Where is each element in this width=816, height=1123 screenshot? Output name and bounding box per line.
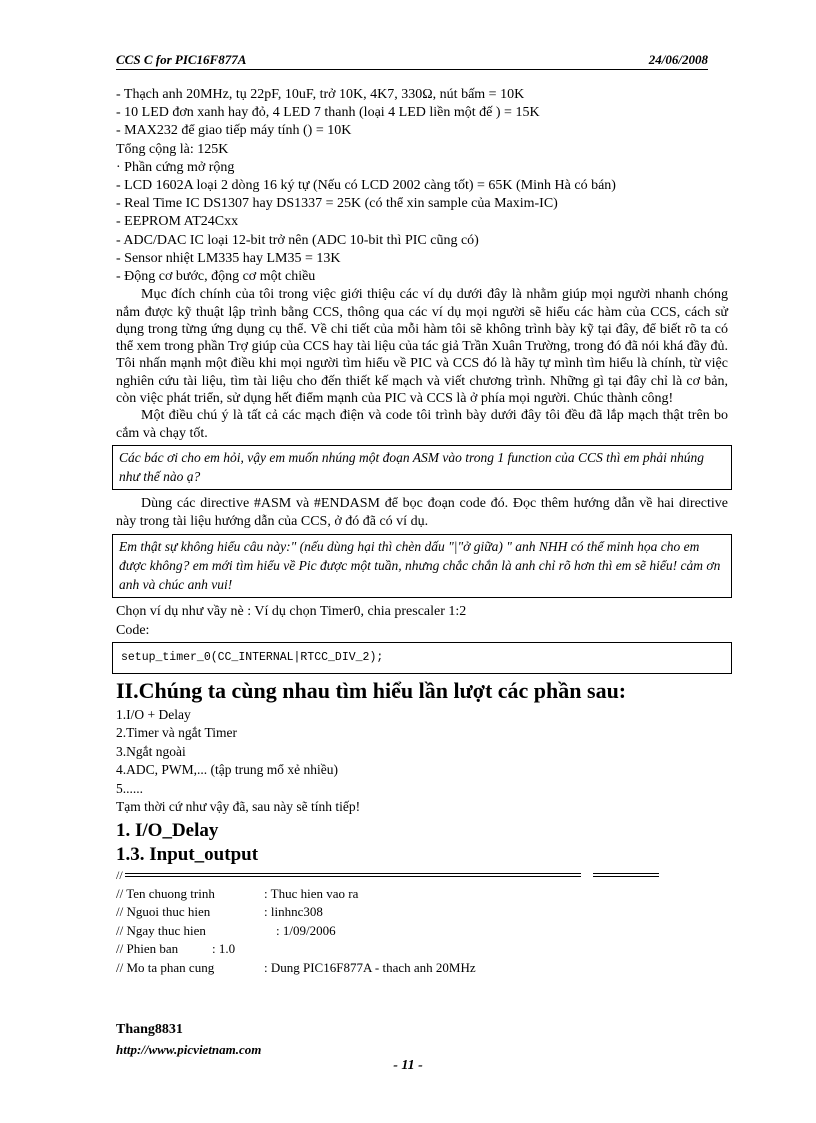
info-row xyxy=(116,940,728,959)
parts-list xyxy=(116,86,728,286)
list-item: - ADC/DAC IC loại 12-bit trở nên (ADC 10-bit thì PIC cũng có) xyxy=(116,232,479,248)
section-list xyxy=(116,706,728,817)
heading-io-delay: 1. I/O_Delay xyxy=(116,819,219,841)
page-content xyxy=(116,86,728,977)
list-item: 5...... xyxy=(116,780,143,796)
info-key: // Mo ta phan cung xyxy=(116,959,215,975)
footer-url[interactable]: http://www.picvietnam.com xyxy=(116,1042,262,1057)
page-footer xyxy=(116,1020,261,1060)
list-item: 2.Timer và ngắt Timer xyxy=(116,725,238,741)
info-value: : 1.0 xyxy=(212,941,236,957)
list-item: · Phần cứng mở rộng xyxy=(116,159,235,175)
closing-line: Tạm thời cứ như vậy đã, sau này sẽ tính tiếp! xyxy=(116,799,361,815)
page-header xyxy=(116,52,708,70)
info-key: // Nguoi thuc hien xyxy=(116,904,211,920)
list-item: Tổng cộng là: 125K xyxy=(116,141,229,157)
heading-input-output: 1.3. Input_output xyxy=(116,843,259,865)
info-row xyxy=(116,903,728,922)
header-date: 24/06/2008 xyxy=(648,52,708,67)
divider-lead: // xyxy=(116,867,123,882)
info-key: // Ngay thuc hien xyxy=(116,922,206,938)
page-number: - 11 - xyxy=(393,1058,423,1073)
list-item: - EEPROM AT24Cxx xyxy=(116,214,239,230)
list-item: 3.Ngắt ngoài xyxy=(116,743,186,759)
info-value: : 1/09/2006 xyxy=(276,922,336,938)
divider-rule xyxy=(593,873,659,877)
info-value: : Thuc hien vao ra xyxy=(264,885,359,901)
question-box: Các bác ơi cho em hỏi, vậy em muốn nhúng một đoạn ASM vào trong 1 function của CCS thì em phải nhúng như thế nào ạ? xyxy=(112,445,732,490)
answer-paragraph: Dùng các directive #ASM và #ENDASM để bọc đoạn code đó. Đọc thêm hướng dẫn về hai directive này trong tài liệu hướng dẫn của CCS, ở đó đã có ví dụ. xyxy=(116,495,728,530)
list-item: - LCD 1602A loại 2 dòng 16 ký tự (Nếu có LCD 2002 càng tốt) = 65K (Minh Hà có bán) xyxy=(116,178,616,194)
header-rule xyxy=(116,69,708,70)
info-row xyxy=(116,885,728,904)
program-info xyxy=(116,885,728,978)
list-item: - MAX232 để giao tiếp máy tính () = 10K xyxy=(116,123,352,139)
list-item: - Sensor nhiệt LM335 hay LM35 = 13K xyxy=(116,250,341,266)
note-paragraph: Một điều chú ý là tất cả các mạch điện và code tôi trình bày dưới đây tôi đều đã lắp mạch thật trên bo cắm và chạy tốt. xyxy=(116,408,728,441)
header-title: CCS C for PIC16F877A xyxy=(116,52,247,67)
list-item: - Real Time IC DS1307 hay DS1337 = 25K (có thể xin sample của Maxim-IC) xyxy=(116,196,558,212)
code-label: Code: xyxy=(116,622,150,638)
info-row xyxy=(116,922,728,941)
list-item: 4.ADC, PWM,... (tập trung mổ xẻ nhiều) xyxy=(116,762,338,778)
info-key: // Ten chuong trinh xyxy=(116,885,215,901)
footer-author: Thang8831 xyxy=(116,1022,183,1037)
list-item: - Động cơ bước, động cơ một chiều xyxy=(116,269,316,285)
code-block: setup_timer_0(CC_INTERNAL|RTCC_DIV_2); xyxy=(112,642,732,674)
info-key: // Phien ban xyxy=(116,941,179,957)
list-item: 1.I/O + Delay xyxy=(116,706,191,722)
divider-rule xyxy=(125,873,581,877)
intro-paragraph: Mục đích chính của tôi trong việc giới thiệu các ví dụ dưới đây là nhằm giúp mọi người nhanh chóng nắm được kỹ thuật lập trình bằng CCS, thông qua các ví dụ mọi người sẽ hiểu các hàm của CCS, cách sử dụng trong từng ứng dụng cụ thể. Về chi tiết của mỗi hàm tôi sẽ không trình bày kỹ tại đây, để biết rõ ta có thể xem trong phần Trợ giúp của CCS hay tài liệu của tác giả Trần Xuân Trường, trong đó đã nói khá đầy đủ. Tôi nhấn mạnh một điều khi mọi người tìm hiểu về PIC và CCS đó là hãy tự mình tìm hiểu là chính, từ việc nghiên cứu tài liệu, tìm tài liệu cho đến thiết kế mạch và viết chương trình. Những gì tại đây chỉ là cơ bản, còn việc phát triển, sử dụng hết điểm mạnh của PIC và CCS là ở phía mọi người. Chúc thành công! xyxy=(116,287,728,407)
comment-divider xyxy=(116,869,728,881)
list-item: - Thạch anh 20MHz, tụ 22pF, 10uF, trở 10K, 4K7, 330Ω, nút bấm = 10K xyxy=(116,87,525,102)
question-box: Em thật sự không hiểu câu này:" (nếu dùng hại thì chèn dấu "|"ở giữa) " anh NHH có thể minh họa cho em được không? em mới tìm hiểu về Pic được một tuần, nhưng chắc chắn là anh chỉ rõ hơn thì em sẽ hiểu! cảm ơn anh và chúc anh vui! xyxy=(112,534,732,598)
info-value: : linhnc308 xyxy=(264,904,323,920)
list-item: - 10 LED đơn xanh hay đỏ, 4 LED 7 thanh (loại 4 LED liền một đế ) = 15K xyxy=(116,105,540,121)
info-row xyxy=(116,959,728,978)
example-line: Chọn ví dụ như vầy nè : Ví dụ chọn Timer0, chia prescaler 1:2 xyxy=(116,604,467,620)
info-value: : Dung PIC16F877A - thach anh 20MHz xyxy=(264,959,476,975)
section-heading: II.Chúng ta cùng nhau tìm hiểu lần lượt các phần sau: xyxy=(116,677,627,703)
